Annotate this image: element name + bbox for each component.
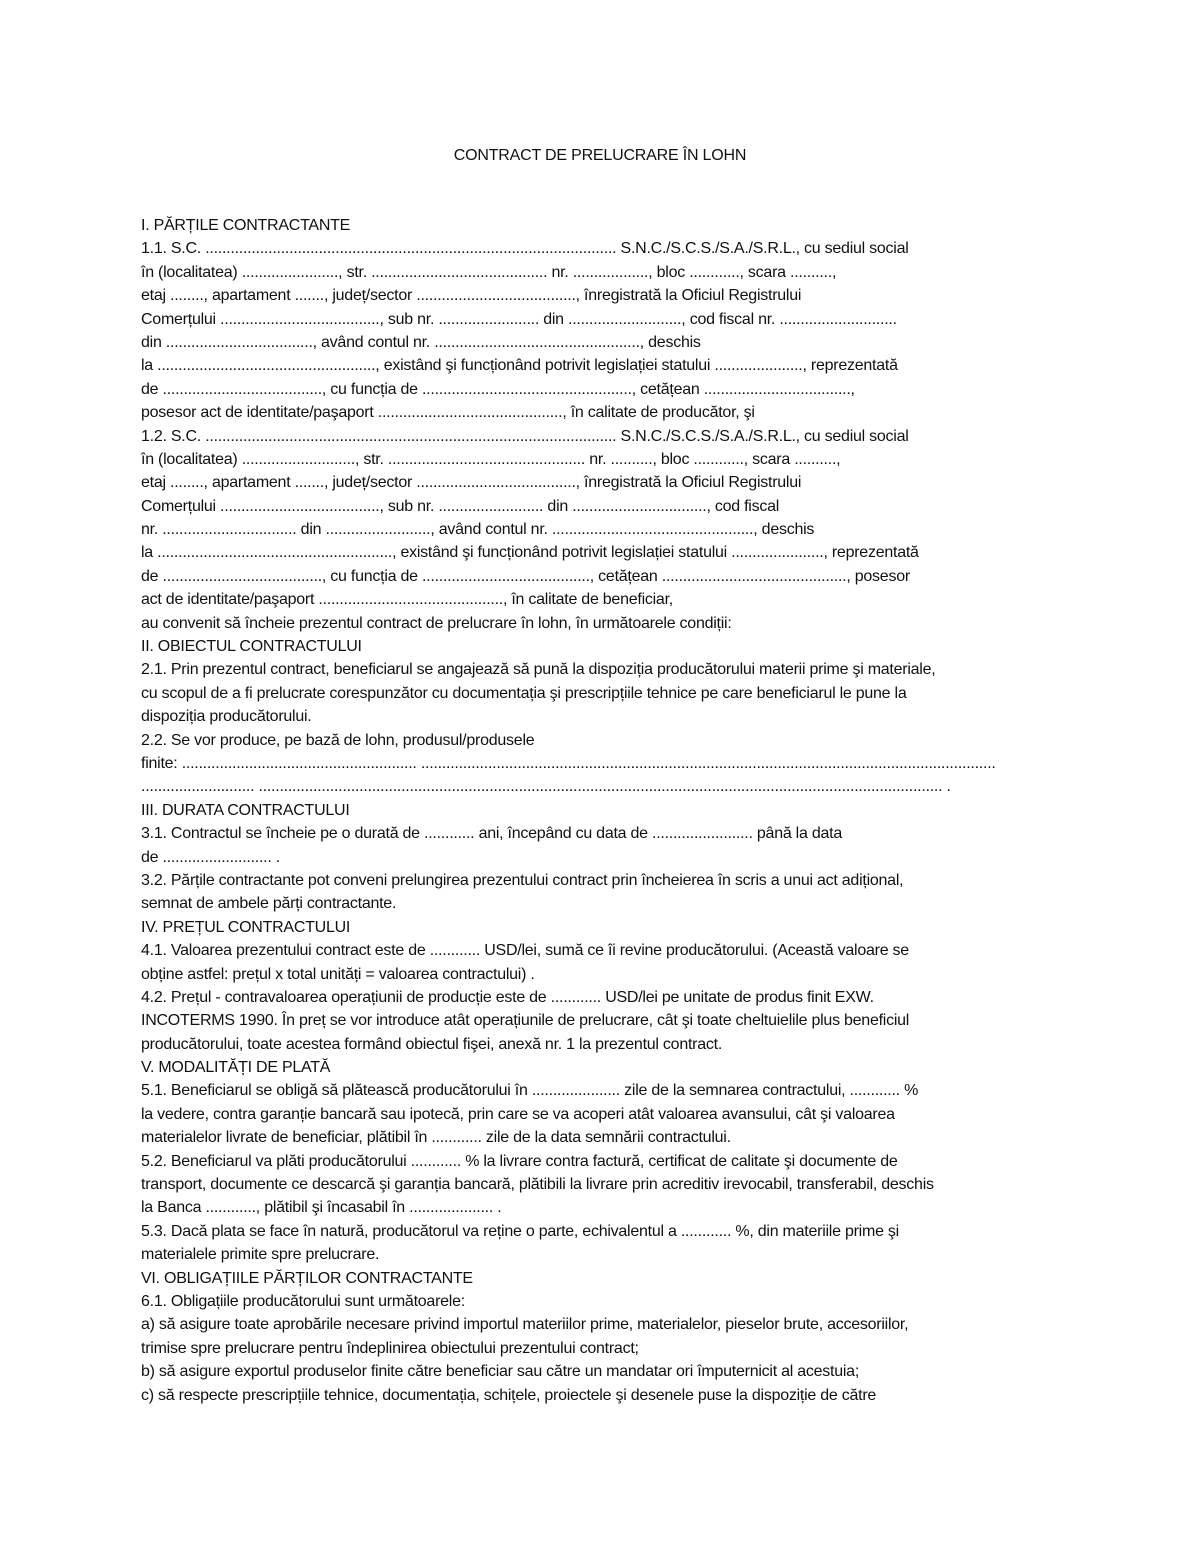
document-line: trimise spre prelucrare pentru îndeplinirea obiectului prezentului contract; (141, 1339, 639, 1357)
document-line: semnat de ambele părți contractante. (141, 895, 397, 913)
document-line: dispoziția producătorului. (141, 708, 312, 726)
document-line: nr. ................................ din ........................., având contul nr. ................................................, deschis (141, 521, 815, 539)
document-line: b) să asigure exportul produselor finite către beneficiar sau către un mandatar ori împuternicit al acestuia; (141, 1363, 860, 1381)
document-line: 6.1. Obligațiile producătorului sunt următoarele: (141, 1292, 465, 1310)
document-line: Comerțului ......................................, sub nr. ......................... din ................................, cod fiscal (141, 497, 780, 515)
document-line: 5.3. Dacă plata se face în natură, producătorul va reține o parte, echivalentul a ............ %, din materiile prime şi (141, 1222, 899, 1240)
document-line: la vedere, contra garanție bancară sau ipotecă, prin care se va acoperi atât valoarea avansului, cât şi valoarea (141, 1105, 895, 1123)
document-line: în (localitatea) ......................., str. .......................................... nr. .................., bloc ............, scara .........., (141, 263, 837, 281)
document-line: 1.2. S.C. .................................................................................................. S.N.C./S.C.S./S.A./S.R.L., cu sediul social (141, 427, 909, 445)
document-line: au convenit să încheie prezentul contract de prelucrare în lohn, în următoarele condiții: (141, 614, 732, 632)
document-line: I. PĂRȚILE CONTRACTANTE (141, 217, 351, 234)
document-body (141, 214, 1061, 1407)
document-line: de .......................... . (141, 848, 280, 866)
document-line: c) să respecte prescripțiile tehnice, documentația, schițele, proiectele şi desenele puse la dispoziție de către (141, 1386, 877, 1404)
document-line: INCOTERMS 1990. În preț se vor introduce atât operațiunile de prelucrare, cât şi toate cheltuielile plus beneficiul (141, 1012, 910, 1030)
document-line: materialele primite spre prelucrare. (141, 1246, 380, 1264)
document-line: 2.1. Prin prezentul contract, beneficiarul se angajează să pună la dispoziția producătorului materii prime şi materiale, (141, 661, 936, 679)
document-line: Comerțului ......................................, sub nr. ........................ din ..........................., cod fiscal nr. ............................ (141, 310, 897, 328)
document-line: 5.2. Beneficiarul va plăti producătorului ............ % la livrare contra factură, certificat de calitate şi documente de (141, 1152, 898, 1170)
document-line: posesor act de identitate/paşaport ............................................, în calitate de producător, şi (141, 404, 755, 422)
document-line: producătorului, toate acestea formând obiectul fişei, anexă nr. 1 la prezentul contract. (141, 1035, 723, 1053)
document-line: III. DURATA CONTRACTULUI (141, 801, 350, 819)
document-line: ........................... ................................................................................................................................................................... . (141, 778, 951, 796)
document-line: materialelor livrate de beneficiar, plătibil în ............ zile de la data semnării contractului. (141, 1129, 731, 1147)
document-line: 4.1. Valoarea prezentului contract este de ............ USD/lei, sumă ce îi revine producătorului. (Această valoare se (141, 942, 909, 960)
document-line: a) să asigure toate aprobările necesare privind importul materiilor prime, materialelor, pieselor brute, accesoriilor, (141, 1316, 909, 1334)
document-line: de ......................................, cu funcția de .................................................., cetățean ..................................., (141, 380, 855, 398)
document-line: V. MODALITĂȚI DE PLATĂ (141, 1059, 331, 1077)
document-line: finite: ........................................................ ......................................................................................................................................... (141, 754, 996, 772)
document-line: IV. PREȚUL CONTRACTULUI (141, 918, 351, 936)
document-line: transport, documente ce descarcă şi garanția bancară, plătibili la livrare prin acreditiv irevocabil, transferabil, deschis (141, 1176, 934, 1194)
document-line: 2.2. Se vor produce, pe bază de lohn, produsul/produsele (141, 731, 535, 749)
document-line: din ..................................., având contul nr. ................................................., deschis (141, 333, 701, 351)
document-line: 4.2. Prețul - contravaloarea operațiunii de producție este de ............ USD/lei pe unitate de produs finit EXW. (141, 988, 874, 1006)
document-line: etaj ........, apartament ......., județ/sector ......................................, înregistrată la Oficiul Registrului (141, 474, 802, 492)
document-line: II. OBIECTUL CONTRACTULUI (141, 638, 362, 656)
document-line: VI. OBLIGAȚIILE PĂRȚILOR CONTRACTANTE (141, 1269, 473, 1287)
document-title: CONTRACT DE PRELUCRARE ÎN LOHN (453, 147, 747, 164)
document-line: la Banca ............, plătibil şi încasabil în .................... . (141, 1199, 502, 1217)
document-line: la ........................................................, existând şi funcționând potrivit legislației statului ......................, reprezentată (141, 544, 919, 562)
document-line: obține astfel: prețul x total unități = valoarea contractului) . (141, 965, 535, 983)
document-line: cu scopul de a fi prelucrate corespunzător cu documentația şi prescripțiile tehnice pe care beneficiarul le pune la (141, 684, 907, 702)
document-line: de ......................................, cu funcția de ........................................, cetățean ............................................, posesor (141, 567, 910, 585)
document-line: act de identitate/paşaport ............................................, în calitate de beneficiar, (141, 591, 673, 609)
document-line: la ...................................................., existând şi funcționând potrivit legislației statului ....................., reprezentată (141, 357, 898, 375)
document-line: 5.1. Beneficiarul se obligă să plătească producătorului în ..................... zile de la semnarea contractului, ............ % (141, 1082, 919, 1100)
document-line: 3.1. Contractul se încheie pe o durată de ............ ani, începând cu data de ........................ până la data (141, 825, 842, 843)
document-line: în (localitatea) ..........................., str. ............................................... nr. .........., bloc ............, scara .........., (141, 450, 841, 468)
document-line: 3.2. Părțile contractante pot conveni prelungirea prezentului contract prin încheierea în scris a unui act adițional, (141, 871, 904, 889)
document-line: 1.1. S.C. .................................................................................................. S.N.C./S.C.S./S.A./S.R.L., cu sediul social (141, 240, 909, 258)
document-line: etaj ........, apartament ......., județ/sector ......................................, înregistrată la Oficiul Registrului (141, 287, 802, 305)
